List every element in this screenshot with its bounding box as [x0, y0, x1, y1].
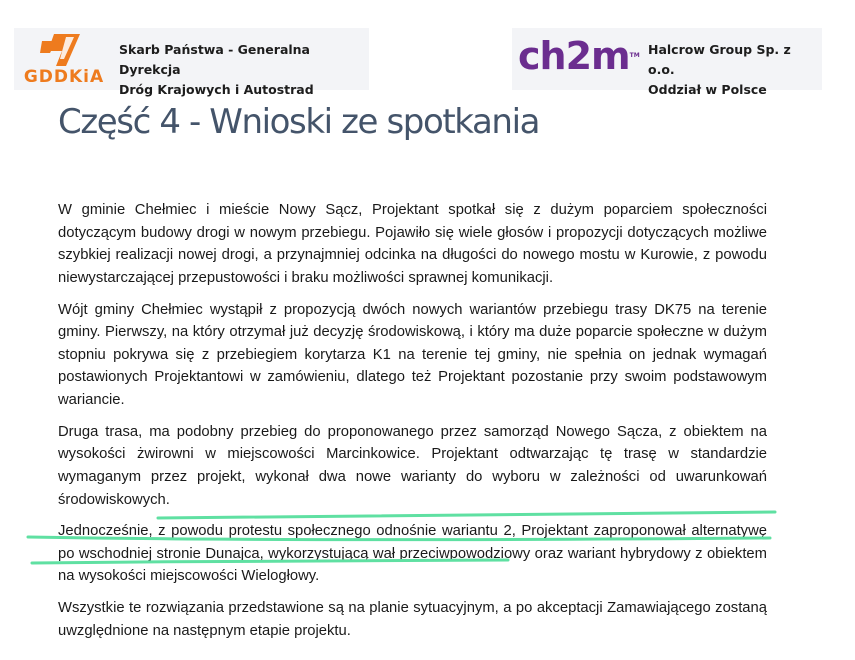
paragraph-4-highlighted: Jednocześnie, z powodu protestu społecznego odnośnie wariantu 2, Projektant zaproponował alternatywę po wschodniej stronie Dunajca, wykorzystującą wał przeciwpowodziowy oraz wariant hybrydowy z obiektem na wysokości miejscowości Wielogłowy. [58, 523, 767, 585]
gddkia-wordmark: GDDKiA [23, 67, 105, 87]
ch2m-wordmark: ch2m [518, 34, 630, 78]
paragraph-3: Druga trasa, ma podobny przebieg do proponowanego przez samorząd Nowego Sącza, z obiektem na wysokości żwirowni w miejscowości Marcinkowice. Projektant odtwarzając tę trasę w standardzie wymaganym przez projekt, wykonał dwa nowe warianty do wyboru w zależności od uwarunkowań środowiskowych. [58, 423, 767, 508]
left-org-line2: Dróg Krajowych i Autostrad [119, 82, 314, 97]
ch2m-logo [518, 34, 640, 78]
document-body [58, 199, 767, 652]
header-left-panel [14, 28, 369, 97]
header-right-panel [512, 28, 822, 97]
page-title: Część 4 - Wnioski ze spotkania [58, 102, 540, 142]
paragraph-1: W gminie Chełmiec i mieście Nowy Sącz, Projektant spotkał się z dużym poparciem społeczności dotyczącym budowy drogi w nowym przebiegu. Pojawiło się wiele głosów i propozycji dotyczących możliwe szybkiej realizacji nowej drogi, a przynajmniej odcinka na długości do nowego mostu w Kurowie, z powodu niewystarczającej przepustowości i braku możliwości sprawnej komunikacji. [58, 202, 767, 286]
right-organization-name [648, 40, 818, 100]
gddkia-emblem-icon [40, 33, 84, 67]
left-organization-name [119, 40, 369, 100]
paragraph-5: Wszystkie te rozwiązania przedstawione są na planie sytuacyjnym, a po akceptacji Zamawiającego zostaną uwzględnione na następnym etapie projektu. [58, 600, 767, 639]
left-org-line1: Skarb Państwa - Generalna Dyrekcja [119, 42, 310, 77]
ch2m-trademark: TM [629, 52, 640, 59]
gddkia-logo [16, 31, 112, 87]
paragraph-2: Wójt gminy Chełmiec wystąpił z propozycją dwóch nowych wariantów przebiegu trasy DK75 na terenie gminy. Pierwszy, na który otrzymał już decyzję środowiskową, i który ma duże poparcie społeczne w dużym stopniu pokrywa się z przebiegiem korytarza K1 na terenie tej gminy, nie spełnia on jednak wymagań postawionych Projektantowi w zamówieniu, dlatego też Projektant pozostanie przy swoim podstawowym wariancie. [58, 301, 767, 408]
right-org-line1: Halcrow Group Sp. z o.o. [648, 42, 791, 77]
right-org-line2: Oddział w Polsce [648, 82, 767, 97]
